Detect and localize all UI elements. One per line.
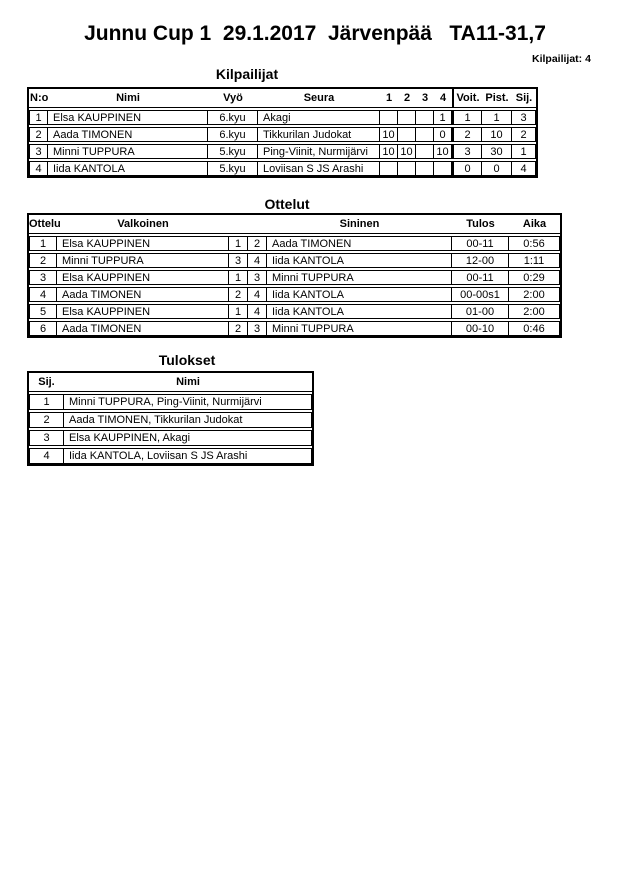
blue-name: Iida KANTOLA — [267, 253, 452, 268]
col-header-round-3: 3 — [416, 89, 434, 108]
col-header-name: Nimi — [48, 89, 208, 108]
competitor-wins: 1 — [452, 110, 482, 125]
white-no: 1 — [229, 236, 248, 251]
match-time: 0:56 — [509, 236, 560, 251]
round-3-score — [416, 110, 434, 125]
competitor-row — [29, 161, 536, 176]
col-header-round-2: 2 — [398, 89, 416, 108]
blue-no: 4 — [248, 287, 267, 302]
white-no: 3 — [229, 253, 248, 268]
round-2-score: 10 — [398, 144, 416, 159]
competitor-points: 30 — [482, 144, 512, 159]
competitor-no: 4 — [29, 161, 48, 176]
round-3-score — [416, 127, 434, 142]
col-header-blue: Sininen — [267, 215, 452, 234]
match-time: 2:00 — [509, 287, 560, 302]
match-time: 1:11 — [509, 253, 560, 268]
col-header-rank: Sij. — [29, 373, 64, 392]
blue-name: Minni TUPPURA — [267, 321, 452, 336]
blue-no: 3 — [248, 270, 267, 285]
matches-heading: Ottelut — [264, 196, 310, 212]
competitor-belt: 5.kyu — [208, 144, 258, 159]
competitor-row — [29, 110, 536, 125]
matches-header-row — [29, 215, 560, 234]
competitor-wins: 3 — [452, 144, 482, 159]
match-row — [29, 304, 560, 319]
col-header-round-1: 1 — [380, 89, 398, 108]
match-row — [29, 253, 560, 268]
competitors-count-label: Kilpailijat: 4 — [532, 53, 591, 65]
white-name: Aada TIMONEN — [57, 321, 229, 336]
match-time: 0:29 — [509, 270, 560, 285]
competitor-club: Tikkurilan Judokat — [258, 127, 380, 142]
match-result: 00-11 — [452, 236, 509, 251]
competitor-belt: 6.kyu — [208, 127, 258, 142]
result-row — [29, 394, 312, 410]
blue-name: Iida KANTOLA — [267, 304, 452, 319]
match-time: 0:46 — [509, 321, 560, 336]
competitors-table — [27, 87, 538, 178]
competitor-club: Ping-Viinit, Nurmijärvi — [258, 144, 380, 159]
white-name: Elsa KAUPPINEN — [57, 304, 229, 319]
white-name: Aada TIMONEN — [57, 287, 229, 302]
white-name: Elsa KAUPPINEN — [57, 236, 229, 251]
match-result: 01-00 — [452, 304, 509, 319]
competitor-wins: 2 — [452, 127, 482, 142]
col-header-name: Nimi — [64, 373, 312, 392]
match-result: 00-00s1 — [452, 287, 509, 302]
col-header-match-no: Ottelu — [29, 215, 57, 234]
result-row — [29, 430, 312, 446]
blue-no: 4 — [248, 253, 267, 268]
col-header-white: Valkoinen — [57, 215, 229, 234]
competitor-no: 1 — [29, 110, 48, 125]
competitor-points: 0 — [482, 161, 512, 176]
blue-no: 4 — [248, 304, 267, 319]
competitors-grid — [29, 87, 536, 178]
blue-no: 3 — [248, 321, 267, 336]
competitor-rank: 1 — [512, 144, 536, 159]
competitor-name: Minni TUPPURA — [48, 144, 208, 159]
round-1-score: 10 — [380, 127, 398, 142]
competitor-wins: 0 — [452, 161, 482, 176]
competitor-rank: 2 — [512, 127, 536, 142]
match-time: 2:00 — [509, 304, 560, 319]
competitor-name: Iida KANTOLA — [48, 161, 208, 176]
result-name: Iida KANTOLA, Loviisan S JS Arashi — [64, 448, 312, 464]
col-header-points: Pist. — [482, 89, 512, 108]
blue-no: 2 — [248, 236, 267, 251]
competitor-points: 10 — [482, 127, 512, 142]
result-name: Elsa KAUPPINEN, Akagi — [64, 430, 312, 446]
result-rank: 3 — [29, 430, 64, 446]
round-2-score — [398, 161, 416, 176]
col-header-no: N:o — [29, 89, 48, 108]
competitor-belt: 5.kyu — [208, 161, 258, 176]
round-4-score: 1 — [434, 110, 452, 125]
competitor-name: Elsa KAUPPINEN — [48, 110, 208, 125]
result-rank: 4 — [29, 448, 64, 464]
competitors-header-row — [29, 89, 536, 108]
results-header-row — [29, 373, 312, 392]
page-title: Junnu Cup 1 29.1.2017 Järvenpää TA11-31,7 — [84, 22, 546, 45]
match-no: 3 — [29, 270, 57, 285]
competitor-no: 3 — [29, 144, 48, 159]
col-header-time: Aika — [509, 215, 560, 234]
match-no: 5 — [29, 304, 57, 319]
competitor-no: 2 — [29, 127, 48, 142]
blue-name: Iida KANTOLA — [267, 287, 452, 302]
results-grid — [29, 371, 312, 466]
col-header-club: Seura — [258, 89, 380, 108]
round-1-score — [380, 110, 398, 125]
result-rank: 2 — [29, 412, 64, 428]
match-no: 4 — [29, 287, 57, 302]
match-no: 2 — [29, 253, 57, 268]
blue-name: Minni TUPPURA — [267, 270, 452, 285]
white-name: Minni TUPPURA — [57, 253, 229, 268]
col-header-result: Tulos — [452, 215, 509, 234]
round-3-score — [416, 144, 434, 159]
round-1-score — [380, 161, 398, 176]
competitor-points: 1 — [482, 110, 512, 125]
result-row — [29, 412, 312, 428]
white-no: 1 — [229, 304, 248, 319]
results-heading: Tulokset — [158, 352, 216, 368]
competitor-name: Aada TIMONEN — [48, 127, 208, 142]
white-no: 2 — [229, 287, 248, 302]
result-rank: 1 — [29, 394, 64, 410]
match-result: 12-00 — [452, 253, 509, 268]
match-result: 00-10 — [452, 321, 509, 336]
competitor-rank: 4 — [512, 161, 536, 176]
round-4-score — [434, 161, 452, 176]
result-name: Aada TIMONEN, Tikkurilan Judokat — [64, 412, 312, 428]
col-header-round-4: 4 — [434, 89, 452, 108]
matches-grid — [29, 213, 560, 338]
match-row — [29, 236, 560, 251]
round-3-score — [416, 161, 434, 176]
col-header-white-no — [229, 215, 248, 234]
blue-name: Aada TIMONEN — [267, 236, 452, 251]
round-4-score: 10 — [434, 144, 452, 159]
match-row — [29, 287, 560, 302]
result-name: Minni TUPPURA, Ping-Viinit, Nurmijärvi — [64, 394, 312, 410]
col-header-blue-no — [248, 215, 267, 234]
col-header-wins: Voit. — [452, 89, 482, 108]
match-row — [29, 270, 560, 285]
competitor-rank: 3 — [512, 110, 536, 125]
competitor-row — [29, 144, 536, 159]
match-row — [29, 321, 560, 336]
round-1-score: 10 — [380, 144, 398, 159]
competitor-row — [29, 127, 536, 142]
competitors-heading: Kilpailijat — [215, 66, 279, 82]
round-2-score — [398, 127, 416, 142]
match-result: 00-11 — [452, 270, 509, 285]
result-row — [29, 448, 312, 464]
white-no: 2 — [229, 321, 248, 336]
results-table — [27, 371, 314, 466]
match-no: 6 — [29, 321, 57, 336]
match-no: 1 — [29, 236, 57, 251]
competitor-club: Akagi — [258, 110, 380, 125]
round-2-score — [398, 110, 416, 125]
round-4-score: 0 — [434, 127, 452, 142]
competitor-belt: 6.kyu — [208, 110, 258, 125]
matches-table — [27, 213, 562, 338]
white-no: 1 — [229, 270, 248, 285]
col-header-rank: Sij. — [512, 89, 536, 108]
white-name: Elsa KAUPPINEN — [57, 270, 229, 285]
col-header-belt: Vyö — [208, 89, 258, 108]
competitor-club: Loviisan S JS Arashi — [258, 161, 380, 176]
